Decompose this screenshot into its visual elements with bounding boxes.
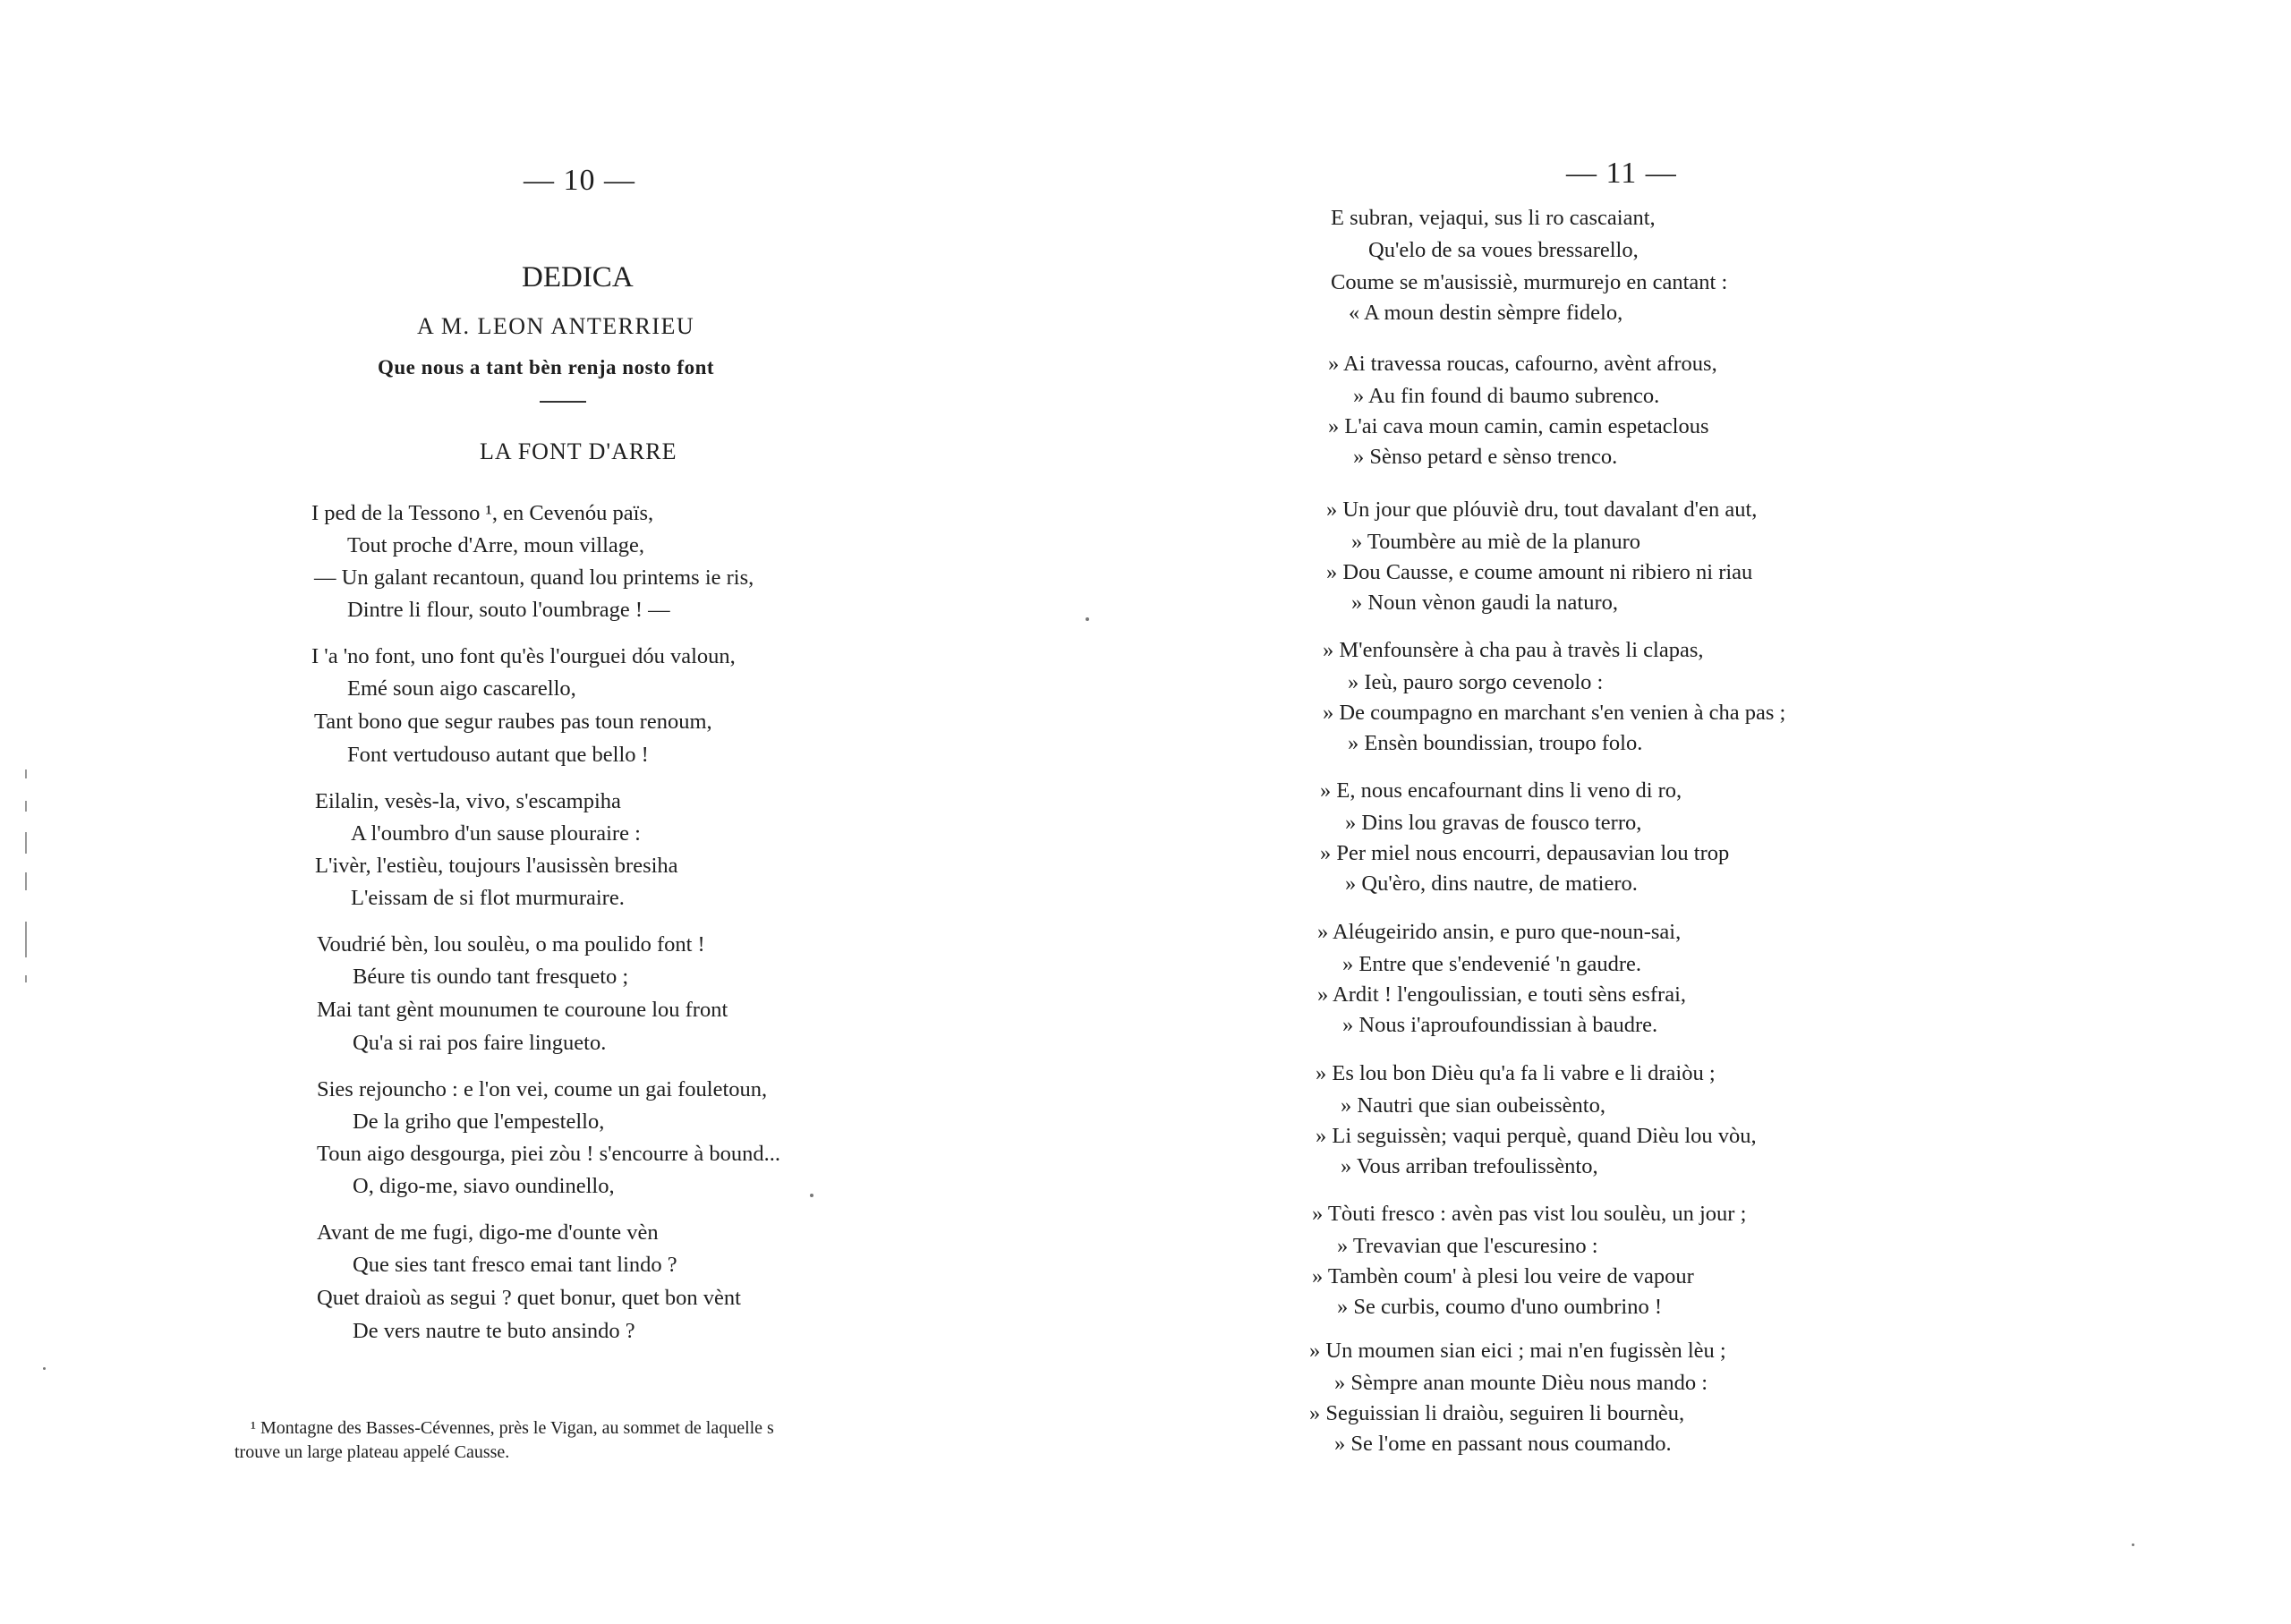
verse-line: L'ivèr, l'estièu, toujours l'ausissèn bresiha <box>315 854 678 878</box>
verse-line: I ped de la Tessono ¹, en Cevenóu païs, <box>311 501 654 525</box>
scan-speck <box>2132 1543 2134 1546</box>
verse-line: » Ardit ! l'engoulissian, e touti sèns esfrai, <box>1317 982 1687 1007</box>
verse-line: » Li seguissèn; vaqui perquè, quand Dièu lou vòu, <box>1316 1124 1757 1148</box>
page-number: — 11 — <box>1566 157 1677 190</box>
verse-line: — Un galant recantoun, quand lou printems ie ris, <box>314 565 754 590</box>
verse-line: O, digo-me, siavo oundinello, <box>353 1174 615 1198</box>
verse-line: » Un moumen sian eici ; mai n'en fugissèn lèu ; <box>1309 1339 1726 1363</box>
scan-speck <box>1086 617 1089 621</box>
scan-mark <box>25 769 27 778</box>
verse-line: Dintre li flour, souto l'oumbrage ! — <box>347 598 670 622</box>
verse-line: Voudrié bèn, lou soulèu, o ma poulido font ! <box>317 932 705 957</box>
verse-line: » Noun vènon gaudi la naturo, <box>1351 591 1619 615</box>
verse-line: » Dou Causse, e coume amount ni ribiero ni riau <box>1326 560 1753 584</box>
verse-line: » Entre que s'endevenié 'n gaudre. <box>1342 952 1642 976</box>
verse-line: » Aléugeirido ansin, e puro que-noun-sai, <box>1317 920 1682 944</box>
verse-line: Toun aigo desgourga, piei zòu ! s'encourre à bound... <box>317 1142 780 1166</box>
scan-speck <box>810 1194 813 1197</box>
scan-mark <box>25 975 27 982</box>
verse-line: » Per miel nous encourri, depausavian lou trop <box>1320 841 1730 865</box>
verse-line: » Nautri que sian oubeissènto, <box>1341 1093 1605 1118</box>
verse-line: Emé soun aigo cascarello, <box>347 676 576 701</box>
scan-mark <box>25 801 27 812</box>
verse-line: » L'ai cava moun camin, camin espetaclous <box>1328 414 1709 438</box>
verse-line: » Se curbis, coumo d'uno oumbrino ! <box>1337 1295 1663 1319</box>
verse-line: Font vertudouso autant que bello ! <box>347 743 649 767</box>
verse-line: A l'oumbro d'un sause plouraire : <box>351 821 641 846</box>
verse-line: » Toumbère au miè de la planuro <box>1351 530 1641 554</box>
dedication-subtitle: Que nous a tant bèn renja nosto font <box>378 356 715 378</box>
verse-line: » Trevavian que l'escuresino : <box>1337 1234 1598 1258</box>
verse-line: Coume se m'ausissiè, murmurejo en cantant : <box>1331 270 1728 294</box>
verse-line: » Sèmpre anan mounte Dièu nous mando : <box>1334 1371 1708 1395</box>
verse-line: » Un jour que plóuviè dru, tout davalant d'en aut, <box>1326 497 1758 522</box>
page-number: — 10 — <box>524 164 635 197</box>
verse-line: » Sènso petard e sènso trenco. <box>1353 445 1618 469</box>
verse-line: » Qu'èro, dins nautre, de matiero. <box>1345 872 1638 896</box>
right-page <box>1146 0 2291 1624</box>
verse-line: » Vous arriban trefoulissènto, <box>1341 1154 1598 1178</box>
verse-line: Sies rejouncho : e l'on vei, coume un gai fouletoun, <box>317 1077 768 1101</box>
verse-line: Tout proche d'Arre, moun village, <box>347 533 644 557</box>
verse-line: Eilalin, vesès-la, vivo, s'escampiha <box>315 789 621 813</box>
verse-line: Mai tant gènt mounumen te couroune lou front <box>317 998 728 1022</box>
scan-mark <box>25 922 27 957</box>
verse-line: » Ieù, pauro sorgo cevenolo : <box>1348 670 1604 694</box>
divider-rule <box>540 401 586 403</box>
verse-line: De vers nautre te buto ansindo ? <box>353 1319 635 1343</box>
verse-line: L'eissam de si flot murmuraire. <box>351 886 625 910</box>
verse-line: Qu'elo de sa voues bressarello, <box>1368 238 1639 262</box>
verse-line: » E, nous encafournant dins li veno di ro, <box>1320 778 1682 803</box>
dedicatee: A M. LEON ANTERRIEU <box>417 313 695 339</box>
verse-line: Que sies tant fresco emai tant lindo ? <box>353 1253 677 1277</box>
verse-line: » Es lou bon Dièu qu'a fa li vabre e li draiòu ; <box>1316 1061 1716 1085</box>
verse-line: » Seguissian li draiòu, seguiren li bournèu, <box>1309 1401 1685 1425</box>
verse-line: Avant de me fugi, digo-me d'ounte vèn <box>317 1220 659 1245</box>
verse-line: E subran, vejaqui, sus li ro cascaiant, <box>1331 206 1656 230</box>
verse-line: » De coumpagno en marchant s'en venien à cha pas ; <box>1323 701 1786 725</box>
scan-mark <box>25 832 27 854</box>
verse-line: » M'enfounsère à cha pau à travès li clapas, <box>1323 638 1704 662</box>
verse-line: » Tòuti fresco : avèn pas vist lou soulèu, un jour ; <box>1312 1202 1747 1226</box>
verse-line: « A moun destin sèmpre fidelo, <box>1349 301 1623 325</box>
verse-line: » Nous i'aproufoundissian à baudre. <box>1342 1013 1658 1037</box>
verse-line: I 'a 'no font, uno font qu'ès l'ourguei dóu valoun, <box>311 644 736 668</box>
footnote-line: trouve un large plateau appelé Causse. <box>234 1442 510 1462</box>
verse-line: Quet draioù as segui ? quet bonur, quet bon vènt <box>317 1286 741 1310</box>
verse-line: » Tambèn coum' à plesi lou veire de vapour <box>1312 1264 1694 1288</box>
dedication-title: DEDICA <box>522 261 634 293</box>
footnote-line: ¹ Montagne des Basses-Cévennes, près le Vigan, au sommet de laquelle s <box>251 1418 774 1438</box>
verse-line: » Se l'ome en passant nous coumando. <box>1334 1432 1672 1456</box>
poem-title: LA FONT D'ARRE <box>480 438 677 464</box>
verse-line: » Ai travessa roucas, cafourno, avènt afrous, <box>1328 352 1717 376</box>
scan-speck <box>43 1367 46 1370</box>
verse-line: Qu'a si rai pos faire lingueto. <box>353 1031 607 1055</box>
verse-line: » Au fin found di baumo subrenco. <box>1353 384 1660 408</box>
verse-line: Tant bono que segur raubes pas toun renoum, <box>314 710 712 734</box>
verse-line: » Dins lou gravas de fousco terro, <box>1345 811 1642 835</box>
verse-line: De la griho que l'empestello, <box>353 1110 605 1134</box>
scan-mark <box>25 872 27 890</box>
verse-line: » Ensèn boundissian, troupo folo. <box>1348 731 1643 755</box>
verse-line: Béure tis oundo tant fresqueto ; <box>353 965 629 989</box>
